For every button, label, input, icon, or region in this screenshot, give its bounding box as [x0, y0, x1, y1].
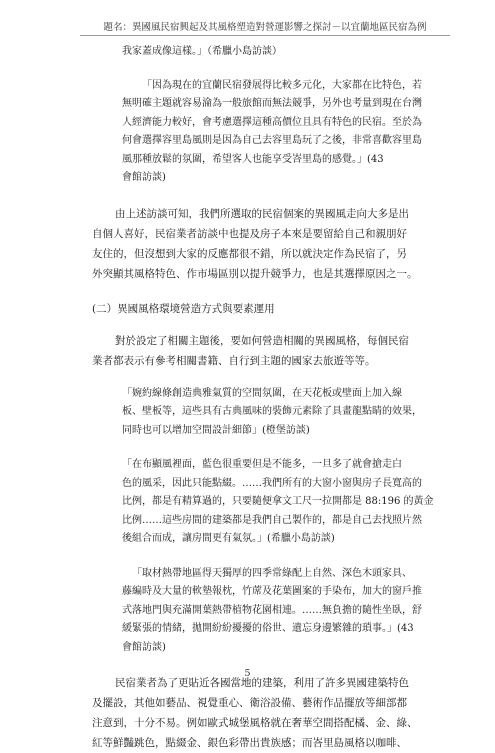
quote-line: 式落地門與充滿開葉熱帶植物花園相連。……無負擔的隨性坐臥，舒 [122, 604, 422, 616]
quote-line: 會館訪談) [122, 641, 166, 653]
paragraph-line: 業者都表示有參考相關書籍、自行到主題的國家去旅遊等等。 [92, 354, 376, 367]
body-paragraph [92, 331, 462, 371]
quote-line: 比例……這些房間的建築都是我們自己製作的，都是自己去找照片然 [122, 514, 422, 526]
quote-line: 「婉約線條創造典雅氣質的空間氛圍，在天花板或壁面上加入線 [122, 387, 402, 399]
interview-quote [122, 77, 452, 188]
body-paragraph [92, 673, 462, 753]
quote-line: 「取材熱帶地區得天獨厚的四季常綠配上自然、深色木頭家具、 [132, 567, 412, 579]
paragraph-line: 自個人喜好，民宿業者訪談中也提及房子本來是要留給自己和親朋好 [92, 227, 407, 240]
quote-line: 同時也可以增加空間設計細節」(橙堡訪談) [122, 424, 310, 436]
quote-line: 後組合而成，讓房間更有氣氛。」(希臘小島訪談) [122, 533, 335, 544]
quote-continuation [122, 43, 452, 62]
quote-line: 色的風采，因此只能點綴。……我們所有的大窗小窗與房子長寬高的 [122, 477, 422, 489]
quote-line: 「因為現在的宜蘭民宿發展得比較多元化，大家都在比特色，若 [142, 79, 422, 91]
interview-quote [122, 456, 452, 549]
quote-line: 板、壁板等，這些具有古典風味的裝飾元素除了具畫龍點睛的效果， [122, 406, 422, 417]
body-paragraph [92, 204, 462, 284]
header-divider [80, 35, 450, 36]
quote-line: 我家蓋成像這樣。」（希臘小島訪談） [122, 46, 282, 57]
running-header: 題名：異國風民宿興起及其風格塑造對營運影響之探討－以宜蘭地區民宿為例 [103, 22, 427, 33]
quote-line: 「在布顯風裡面，藍色很重要但是不能多，一旦多了就會搶走白 [122, 459, 402, 470]
paragraph-line: 民宿業者為了更貼近各國當地的建築，利用了許多異國建築特色 [115, 677, 409, 689]
quote-line: 何會選擇容里島風則是因為自己去容里島玩了之後，非常喜歡容里島 [122, 135, 422, 146]
interview-quote [122, 565, 452, 658]
paragraph-line: 由上述訪談可知，我們所選取的民宿個案的異國風走向大多是出 [115, 207, 409, 220]
paragraph-line: 及擺設，其他如藝品、視覺重心、衛浴設備、藝術作品擺放等細部都 [92, 697, 407, 709]
page-body [0, 43, 495, 753]
quote-line: 比例，都是有精算過的，只要隨便拿文工尺一拉開都是 88:196 的黃金 [122, 496, 434, 507]
page-number: 5 [244, 668, 251, 679]
paragraph-line: 對於設定了相關主題後，要如何營造相關的異國風格，每個民宿 [115, 334, 409, 347]
paragraph-line: 紅等鮮豔跳色，點綴金、銀色彩帶出貴族感；而峇里島風格以咖啡、 [92, 737, 407, 749]
interview-quote [122, 385, 452, 441]
quote-line: 緩緊張的情緒，拋開紛紛擾擾的俗世、遺忘身邊繁雜的瑣事。」(43 [122, 623, 414, 634]
quote-line: 會館訪談) [122, 172, 166, 183]
quote-line: 風那種放鬆的氛圍，希望客人也能享受峇里島的感覺。」(43 [122, 153, 384, 165]
quote-line: 人經濟能力較好，會考慮選擇這種高價位且具有特色的民宿。至於為 [122, 116, 422, 128]
quote-line: 藤編時及大量的軟墊報枕，竹蓆及花葉圖案的手染布，加大的窗戶推 [122, 586, 422, 597]
quote-line: 無明確主題就容易淪為一般旅館而無法競爭，另外也考量到現在台灣 [122, 98, 422, 109]
section-heading: (二）異國風格環境營造方式與要素運用 [92, 302, 275, 315]
paragraph-line: 友住的，但沒想到大家的反應都很不錯，所以就決定作為民宿了，另 [92, 247, 407, 260]
paragraph-line: 注意到，十分不易。例如歐式城堡風格就在奢華空間搭配橘、金、綠、 [92, 717, 418, 729]
paragraph-line: 外突顯其風格特色、作市場區別以提升競爭力，也是其選擇原因之一。 [92, 267, 418, 280]
